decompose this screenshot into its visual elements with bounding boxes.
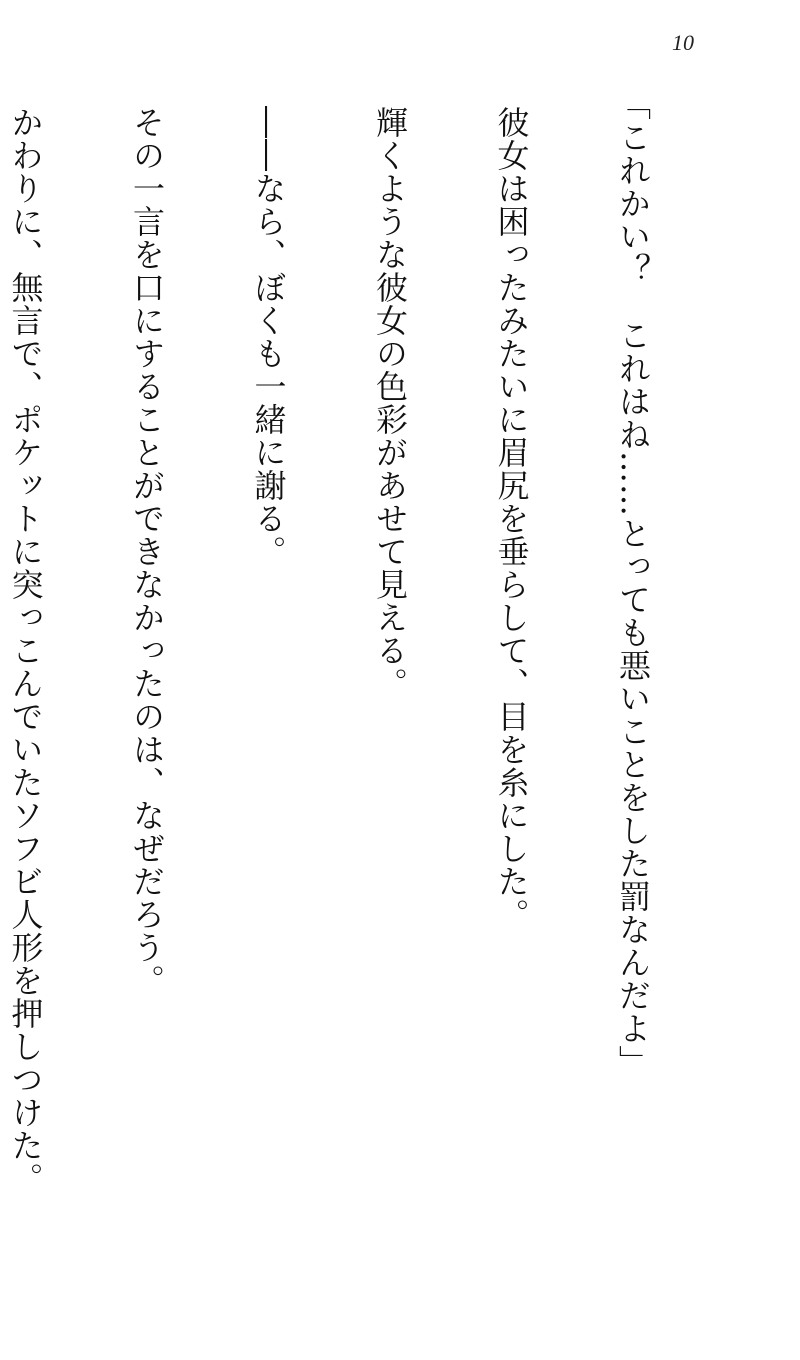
text-line: 彼女は困ったみたいに眉尻を垂らして、目を糸にした。 bbox=[492, 106, 531, 931]
text-line: ――なら、ぼくも一緒に謝る。 bbox=[249, 106, 288, 568]
text-line: その一言を口にすることができなかったのは、なぜだろう。 bbox=[128, 106, 166, 997]
text-line: 輝くような彼女の色彩があせて見える。 bbox=[371, 106, 409, 700]
text-line: かわりに、無言で、ポケットに突っこんでいたソフビ人形を押しつけた。 bbox=[6, 106, 45, 1195]
text-line: 「これかい？ これはね……とっても悪いことをした罰なんだよ」 bbox=[614, 88, 652, 1078]
page-number: 10 bbox=[672, 30, 694, 55]
novel-text-block bbox=[0, 88, 734, 1195]
